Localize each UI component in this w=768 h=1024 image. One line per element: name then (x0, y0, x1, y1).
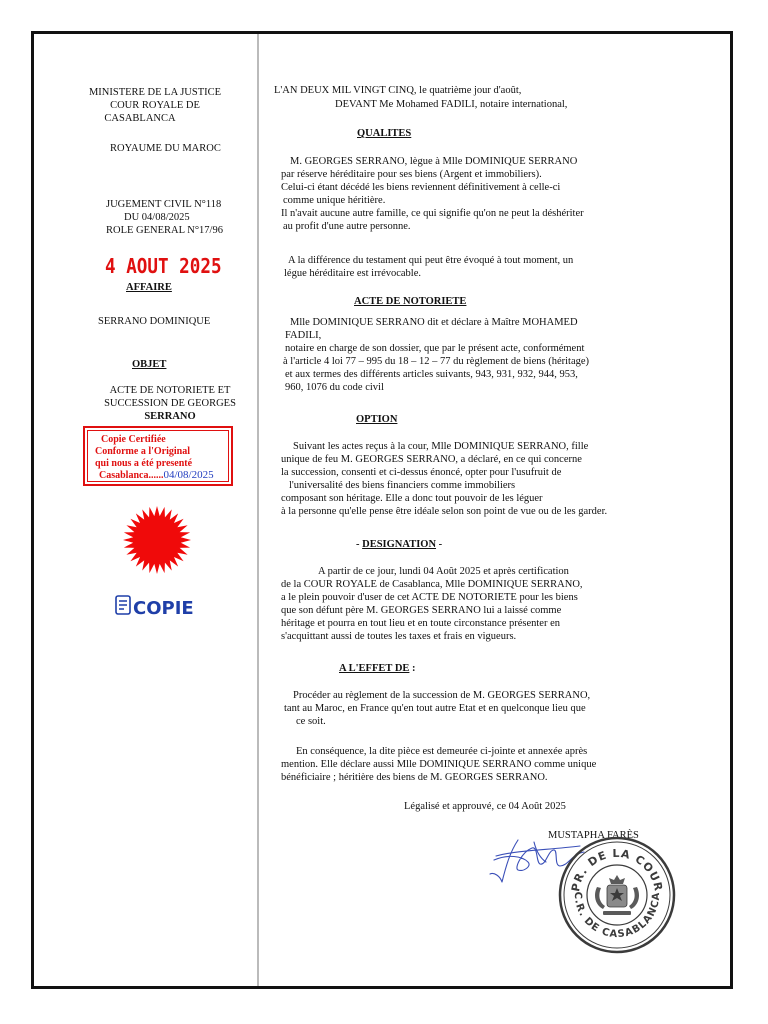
text-line: Celui-ci étant décédé les biens reviennent définitivement à celle-ci (281, 182, 561, 193)
qualites-paragraph (281, 155, 584, 233)
consequence-paragraph (281, 745, 596, 784)
text-line: Procéder au règlement de la succession de M. GEORGES SERRANO, (293, 690, 591, 701)
role-general: ROLE GENERAL N°17/96 (106, 225, 223, 236)
text-line: héritage et pourra en tout lieu et en toute circonstance présenter en (281, 618, 560, 629)
text-line: la succession, consenti et ci-dessus énoncé, opter pour l'usufruit de (281, 467, 562, 478)
text-line: ce soit. (296, 716, 326, 727)
objet-block (85, 384, 255, 423)
affaire-value: SERRANO DOMINIQUE (98, 316, 211, 327)
copie-stamp-icon (113, 590, 194, 620)
objet-line: ACTE DE NOTORIETE ET (109, 385, 231, 396)
text-line: tant au Maroc, en France qu'en tout autre Etat et en quelconque lieu que (284, 703, 586, 714)
qualites-heading: QUALITES (357, 128, 412, 139)
effet-heading: A L'EFFET DE : (339, 663, 416, 674)
date-stamp: 4 AOUT 2025 (105, 254, 222, 278)
text-line: par réserve héréditaire pour ses biens (Argent et immobiliers). (281, 169, 542, 180)
acte-heading: ACTE DE NOTORIETE (354, 296, 467, 307)
option-paragraph (281, 440, 607, 518)
ministry-block (60, 86, 250, 125)
text-line: composant son héritage. Elle a donc tout pouvoir de les léguer (281, 493, 543, 504)
stamp-line: Casablanca......04/08/2025 (99, 469, 214, 481)
text-line: que son défunt père M. GEORGES SERRANO lui a laissé comme (281, 605, 562, 616)
text-line: 960, 1076 du code civil (285, 382, 384, 393)
text-line: à l'article 4 loi 77 – 995 du 18 – 12 – 77 du règlement de biens (héritage) (283, 356, 590, 367)
certified-copy-stamp (83, 426, 233, 486)
intro-line-1: L'AN DEUX MIL VINGT CINQ, le quatrième jour d'août, (274, 85, 522, 96)
ministry-line: CASABLANCA (104, 113, 176, 124)
designation-heading: - DESIGNATION - (356, 539, 443, 550)
stamp-line: Conforme a l'Original (95, 446, 190, 457)
seal-bottom-text: C.R. DE CASABLANCA (571, 891, 663, 941)
text-line: A la différence du testament qui peut être évoqué à tout moment, un (288, 255, 574, 266)
text-line: notaire en charge de son dossier, que par le présent acte, conformément (285, 343, 585, 354)
ministry-line: COUR ROYALE DE (110, 100, 200, 111)
text-line: a le plein pouvoir d'user de cet ACTE DE NOTORIETE pour les biens (281, 592, 578, 603)
column-divider (257, 34, 259, 986)
text-line: bénéficiaire ; héritière des biens de M. GEORGES SERRANO. (281, 772, 548, 783)
text-line: Il n'avait aucune autre famille, ce qui signifie qu'on ne peut la déshériter (281, 208, 584, 219)
judgement-block (106, 198, 223, 237)
text-line: M. GEORGES SERRANO, lègue à Mlle DOMINIQUE SERRANO (290, 156, 578, 167)
text-line: unique de feu M. GEORGES SERRANO, a déclaré, en ce qui concerne (281, 454, 582, 465)
text-line: à la personne qu'elle pense être idéale selon son point de vue ou de les garder. (281, 506, 608, 517)
designation-paragraph (281, 565, 583, 643)
text-line: et aux termes des différents articles suivants, 943, 931, 932, 944, 953, (285, 369, 578, 380)
affaire-heading: AFFAIRE (126, 282, 172, 293)
stamp-date: 04/08/2025 (163, 469, 214, 481)
text-line: Suivant les actes reçus à la cour, Mlle DOMINIQUE SERRANO, fille (293, 441, 589, 452)
acte-paragraph (281, 316, 589, 394)
judgement-number: JUGEMENT CIVIL N°118 (106, 199, 222, 210)
stamp-line: qui nous a été presenté (95, 458, 193, 469)
judgement-date: DU 04/08/2025 (124, 212, 190, 223)
text-line: En conséquence, la dite pièce est demeurée ci-jointe et annexée après (296, 746, 588, 757)
text-line: légue héréditaire est irrévocable. (284, 268, 422, 279)
signatory-name: MUSTAPHA FARÈS (548, 830, 639, 841)
qualites-paragraph-2 (284, 254, 573, 280)
kingdom-label: ROYAUME DU MAROC (110, 143, 221, 154)
text-line: de la COUR ROYALE de Casablanca, Mlle DOMINIQUE SERRANO, (281, 579, 583, 590)
legalisation-line: Légalisé et approuvé, ce 04 Août 2025 (404, 801, 566, 812)
objet-line: SERRANO (144, 411, 196, 422)
copie-label: COPIE (133, 598, 194, 619)
text-line: l'universalité des biens financiers comme immobiliers (289, 480, 516, 491)
objet-heading: OBJET (132, 359, 167, 370)
seal-top-text: PR. DE LA COUR (569, 846, 665, 893)
red-seal-icon (122, 505, 192, 575)
effet-paragraph (284, 689, 590, 728)
intro-line-2: DEVANT Me Mohamed FADILI, notaire international, (335, 99, 568, 110)
text-line: Mlle DOMINIQUE SERRANO dit et déclare à Maître MOHAMED (290, 317, 578, 328)
court-seal-icon (557, 835, 677, 955)
option-heading: OPTION (356, 414, 398, 425)
text-line: comme unique héritière. (283, 195, 386, 206)
text-line: au profit d'une autre personne. (283, 221, 411, 232)
text-line: s'acquittant aussi de toutes les taxes et frais en vigueurs. (281, 631, 517, 642)
stamp-line: Copie Certifiée (101, 434, 166, 445)
objet-line: SUCCESSION DE GEORGES (104, 398, 236, 409)
ministry-line: MINISTERE DE LA JUSTICE (88, 87, 222, 98)
text-line: A partir de ce jour, lundi 04 Août 2025 et après certification (318, 566, 569, 577)
text-line: FADILI, (285, 330, 322, 341)
text-line: mention. Elle déclare aussi Mlle DOMINIQUE SERRANO comme unique (281, 759, 597, 770)
